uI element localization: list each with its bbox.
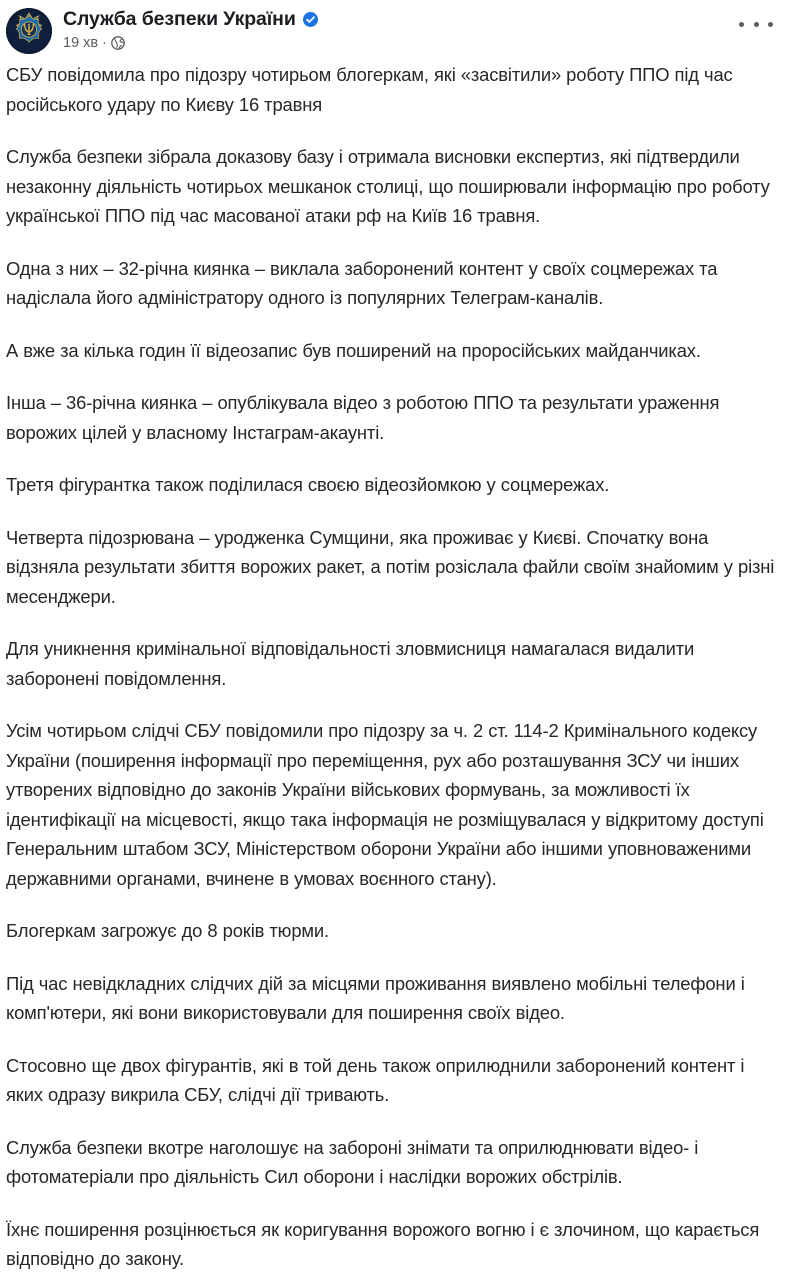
verified-check-icon [303,12,318,27]
post-paragraph: Одна з них – 32-річна киянка – виклала заборонений контент у своїх соцмережах та надіслала його адміністратору одного із популярних Телеграм-каналів. [6,257,718,308]
post-paragraph: Під час невідкладних слідчих дій за місцями проживання виявлено мобільні телефони і комп'ютери, які вони використовували для поширення своїх відео. [6,972,745,1023]
page-name[interactable]: Служба безпеки України [63,8,296,30]
post-paragraph: Служба безпеки вкотре наголошує на забороні знімати та оприлюднювати відео- і фотоматеріали про діяльність Сил оборони і наслідки ворожих обстрілів. [6,1136,699,1187]
post-paragraph: Усім чотирьом слідчі СБУ повідомили про підозру за ч. 2 ст. 114-2 Кримінального кодексу України (поширення інформації про переміщення, рух або розташування ЗСУ чи інших утворених відповідно до законів України військових формувань, за можливості їх ідентифікації на місцевості, якщо така інформація не розміщувалася у відкритому доступі Генеральним штабом ЗСУ, Міністерством оборони України або іншими уповноваженими державними органами, вчинене в умовах воєнного стану). [6,720,764,889]
post-paragraph: Третя фігурантка також поділилася своєю відеозйомкою у соцмережах. [6,474,610,495]
globe-public-icon[interactable] [111,36,125,50]
author-name-row [63,8,318,30]
post-paragraph: А вже за кілька годин її відеозапис був поширений на проросійських майданчиках. [6,339,701,361]
post-meta-row [63,35,318,51]
more-dot [768,22,773,27]
post-paragraph: СБУ повідомила про підозру чотирьом блогеркам, які «засвітили» роботу ППО під час російського удару по Києву 16 травня [6,64,733,115]
post-paragraph: Інша – 36-річна киянка – опублікувала відео з роботою ППО та результати ураження ворожих цілей у власному Інстаграм-акаунті. [6,392,720,443]
post-paragraph: Четверта підозрювана – уродженка Сумщини, яка проживає у Києві. Спочатку вона відзняла результати збиття ворожих ракет, а потім розіслала файли своїм знайомим у різні месенджери. [6,526,775,607]
post-timestamp[interactable]: 19 хв [63,35,99,51]
post-paragraph: Блогеркам загрожує до 8 років тюрми. [6,920,329,941]
more-options-icon[interactable] [739,14,773,34]
post-paragraph: Для уникнення кримінальної відповідальності зловмисниця намагалася видалити заборонені повідомлення. [6,638,695,689]
post-author-block [63,6,318,51]
meta-separator: · [102,35,107,51]
post-paragraph: Їхнє поширення розцінюється як коригування ворожого вогню і є злочином, що карається відповідно до закону. [6,1218,760,1269]
more-dot [739,22,744,27]
post-paragraph: Стосовно ще двох фігурантів, які в той день також оприлюднили заборонений контент і яких одразу викрила СБУ, слідчі дії тривають. [6,1054,745,1105]
sbu-emblem-avatar[interactable] [6,8,52,54]
post-body [0,56,791,1274]
more-dot [754,22,759,27]
post-paragraph: Служба безпеки зібрала доказову базу і отримала висновки експертиз, які підтвердили незаконну діяльність чотирьох мешканок столиці, що поширювали інформацію про роботу української ППО під час масованої атаки рф на Київ 16 травня. [6,146,770,226]
post-header [0,0,791,56]
